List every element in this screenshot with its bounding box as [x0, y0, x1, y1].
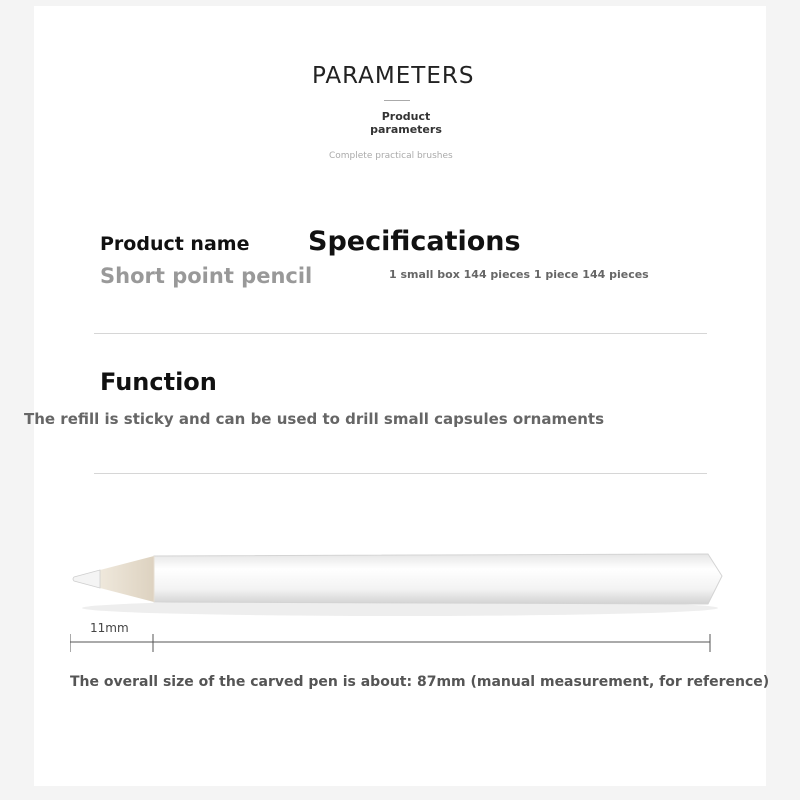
page-subtitle: Product parameters — [370, 110, 442, 136]
specifications-value: 1 small box 144 pieces 1 piece 144 pieces — [389, 268, 649, 281]
specifications-label: Specifications — [308, 226, 521, 257]
function-value: The refill is sticky and can be used to drill small capsules ornaments — [24, 410, 605, 428]
function-label: Function — [100, 368, 217, 396]
overall-size-note: The overall size of the carved pen is about: 87mm (manual measurement, for reference) — [70, 674, 770, 690]
page-tagline: Complete practical brushes — [329, 151, 453, 161]
divider-top — [94, 333, 707, 334]
divider-bottom — [94, 473, 707, 474]
product-name-value: Short point pencil — [100, 264, 313, 288]
page-title: PARAMETERS — [312, 63, 475, 89]
tip-length-label: 11mm — [90, 621, 129, 635]
product-name-label: Product name — [100, 233, 250, 255]
title-underline — [384, 100, 410, 101]
pencil-illustration — [70, 548, 726, 658]
